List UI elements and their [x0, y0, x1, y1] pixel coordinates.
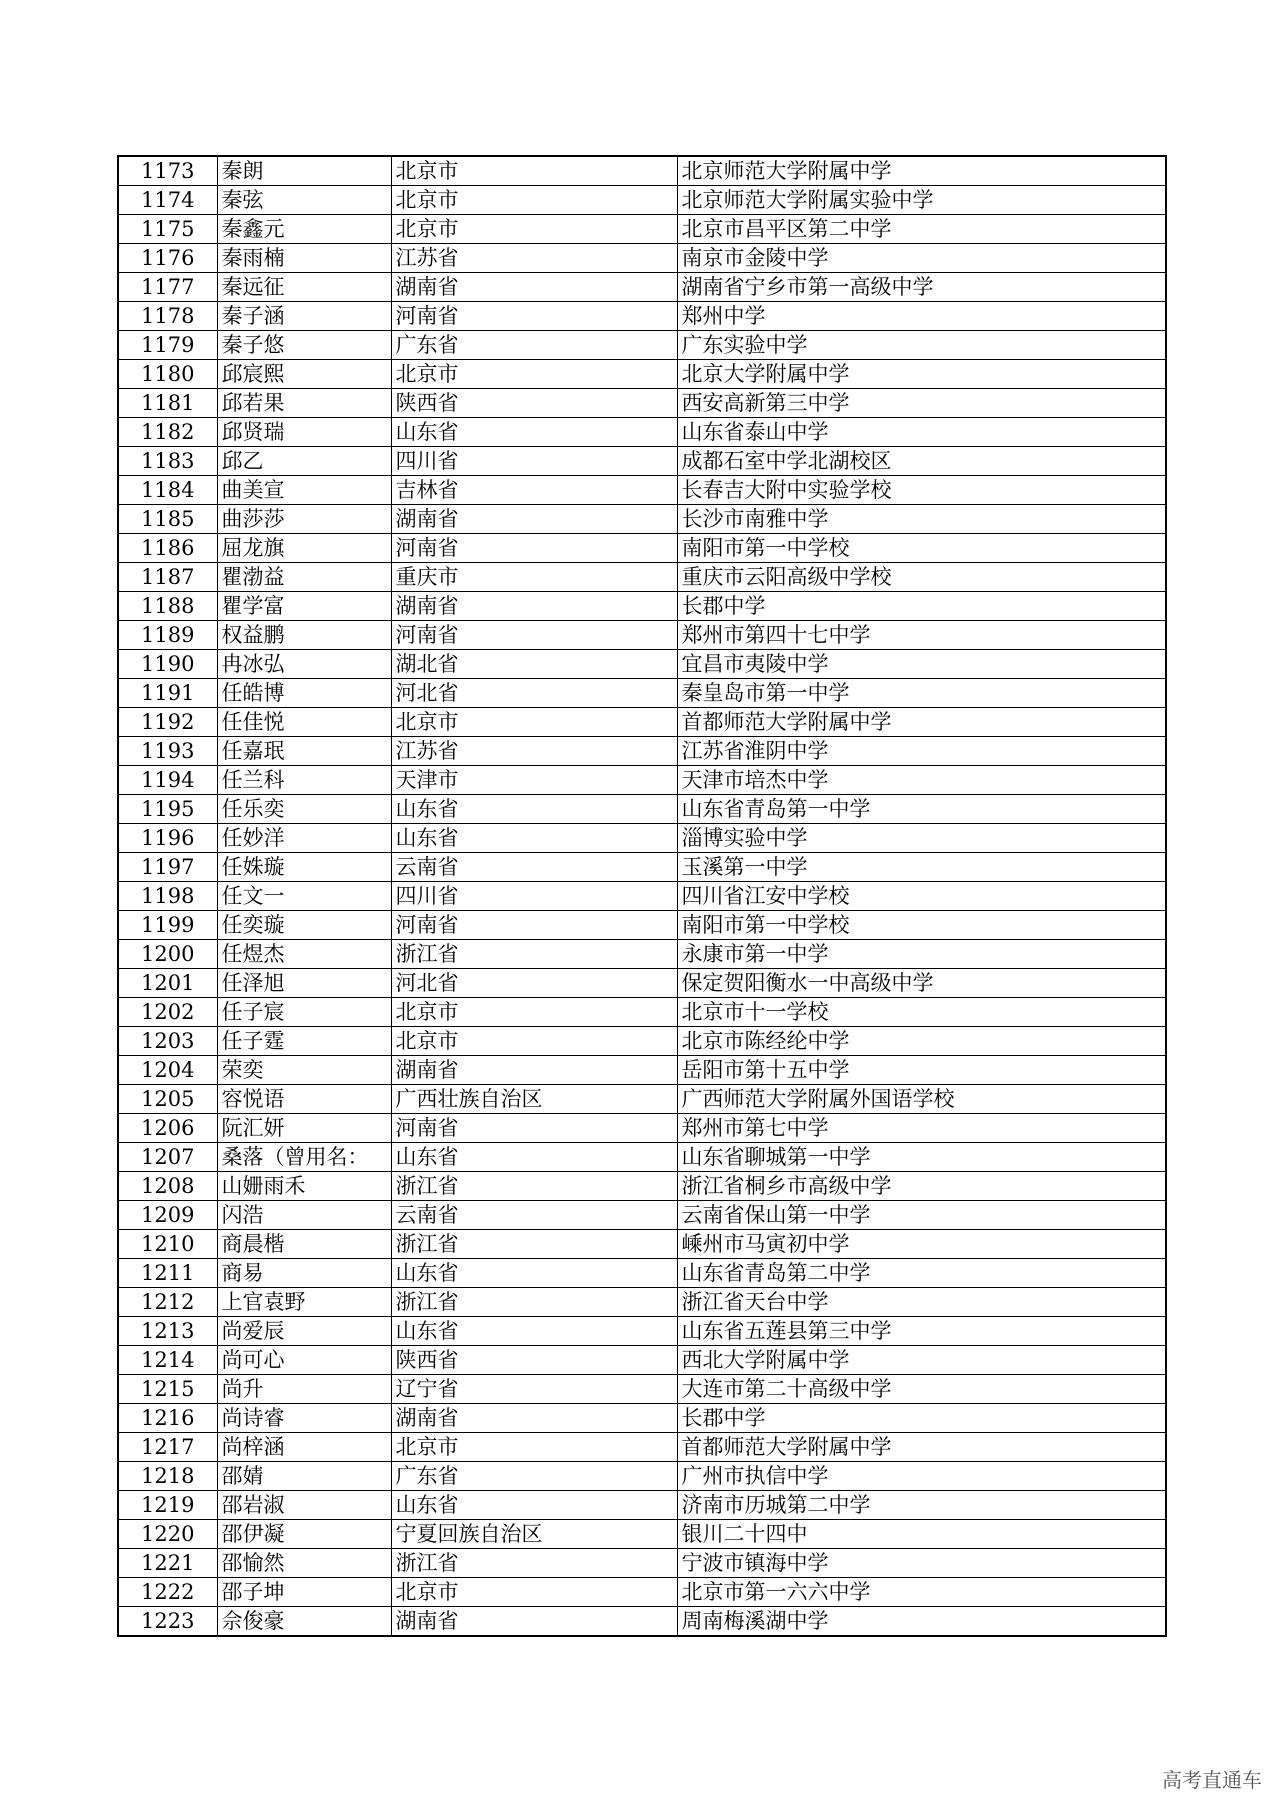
table-row	[118, 1578, 1166, 1607]
student-name-cell: 任乐奕	[217, 795, 391, 824]
student-name-cell: 佘俊豪	[217, 1607, 391, 1637]
school-cell: 南阳市第一中学校	[677, 911, 1166, 940]
province-cell: 陕西省	[391, 389, 677, 418]
row-number-cell: 1180	[118, 360, 217, 389]
school-cell: 南阳市第一中学校	[677, 534, 1166, 563]
school-cell: 山东省五莲县第三中学	[677, 1317, 1166, 1346]
table-row	[118, 418, 1166, 447]
watermark-text: 高考直通车	[1162, 1768, 1262, 1792]
school-cell: 郑州中学	[677, 302, 1166, 331]
school-cell: 山东省青岛第二中学	[677, 1259, 1166, 1288]
province-cell: 广西壮族自治区	[391, 1085, 677, 1114]
table-row	[118, 1375, 1166, 1404]
student-name-cell: 任煜杰	[217, 940, 391, 969]
student-name-cell: 任奕璇	[217, 911, 391, 940]
row-number-cell: 1177	[118, 273, 217, 302]
row-number-cell: 1202	[118, 998, 217, 1027]
student-name-cell: 阮汇妍	[217, 1114, 391, 1143]
student-name-cell: 任泽旭	[217, 969, 391, 998]
province-cell: 山东省	[391, 418, 677, 447]
row-number-cell: 1174	[118, 186, 217, 215]
row-number-cell: 1218	[118, 1462, 217, 1491]
table-row	[118, 331, 1166, 360]
province-cell: 浙江省	[391, 1230, 677, 1259]
row-number-cell: 1199	[118, 911, 217, 940]
table-row	[118, 1607, 1166, 1637]
table-row	[118, 882, 1166, 911]
student-name-cell: 尚升	[217, 1375, 391, 1404]
row-number-cell: 1216	[118, 1404, 217, 1433]
row-number-cell: 1206	[118, 1114, 217, 1143]
row-number-cell: 1214	[118, 1346, 217, 1375]
school-cell: 山东省聊城第一中学	[677, 1143, 1166, 1172]
school-cell: 天津市培杰中学	[677, 766, 1166, 795]
student-name-cell: 容悦语	[217, 1085, 391, 1114]
school-cell: 云南省保山第一中学	[677, 1201, 1166, 1230]
province-cell: 河南省	[391, 1114, 677, 1143]
student-name-cell: 邵愉然	[217, 1549, 391, 1578]
school-cell: 首都师范大学附属中学	[677, 1433, 1166, 1462]
school-cell: 北京师范大学附属实验中学	[677, 186, 1166, 215]
school-cell: 广西师范大学附属外国语学校	[677, 1085, 1166, 1114]
row-number-cell: 1208	[118, 1172, 217, 1201]
student-name-cell: 任子宸	[217, 998, 391, 1027]
province-cell: 湖南省	[391, 505, 677, 534]
row-number-cell: 1223	[118, 1607, 217, 1637]
student-name-cell: 邱乙	[217, 447, 391, 476]
school-cell: 重庆市云阳高级中学校	[677, 563, 1166, 592]
province-cell: 江苏省	[391, 244, 677, 273]
student-name-cell: 秦弦	[217, 186, 391, 215]
student-name-cell: 任皓博	[217, 679, 391, 708]
school-cell: 浙江省桐乡市高级中学	[677, 1172, 1166, 1201]
school-cell: 北京市第一六六中学	[677, 1578, 1166, 1607]
school-cell: 秦皇岛市第一中学	[677, 679, 1166, 708]
student-name-cell: 曲莎莎	[217, 505, 391, 534]
student-table-body	[118, 156, 1166, 1636]
province-cell: 北京市	[391, 186, 677, 215]
student-name-cell: 曲美宣	[217, 476, 391, 505]
student-name-cell: 邱若果	[217, 389, 391, 418]
student-name-cell: 邵子坤	[217, 1578, 391, 1607]
table-row	[118, 1259, 1166, 1288]
student-name-cell: 商易	[217, 1259, 391, 1288]
school-cell: 广东实验中学	[677, 331, 1166, 360]
row-number-cell: 1222	[118, 1578, 217, 1607]
school-cell: 山东省青岛第一中学	[677, 795, 1166, 824]
school-cell: 长郡中学	[677, 592, 1166, 621]
table-row	[118, 1520, 1166, 1549]
table-row	[118, 1433, 1166, 1462]
row-number-cell: 1209	[118, 1201, 217, 1230]
province-cell: 北京市	[391, 708, 677, 737]
row-number-cell: 1184	[118, 476, 217, 505]
row-number-cell: 1190	[118, 650, 217, 679]
row-number-cell: 1207	[118, 1143, 217, 1172]
student-name-cell: 尚可心	[217, 1346, 391, 1375]
student-name-cell: 任子霆	[217, 1027, 391, 1056]
table-row	[118, 940, 1166, 969]
province-cell: 重庆市	[391, 563, 677, 592]
table-row	[118, 1288, 1166, 1317]
row-number-cell: 1201	[118, 969, 217, 998]
row-number-cell: 1221	[118, 1549, 217, 1578]
student-name-cell: 任妙洋	[217, 824, 391, 853]
table-row	[118, 534, 1166, 563]
student-name-cell: 秦雨楠	[217, 244, 391, 273]
school-cell: 济南市历城第二中学	[677, 1491, 1166, 1520]
student-name-cell: 尚爱辰	[217, 1317, 391, 1346]
school-cell: 南京市金陵中学	[677, 244, 1166, 273]
table-row	[118, 186, 1166, 215]
school-cell: 长郡中学	[677, 1404, 1166, 1433]
table-row	[118, 969, 1166, 998]
table-row	[118, 1404, 1166, 1433]
province-cell: 湖南省	[391, 273, 677, 302]
school-cell: 北京大学附属中学	[677, 360, 1166, 389]
province-cell: 浙江省	[391, 940, 677, 969]
school-cell: 银川二十四中	[677, 1520, 1166, 1549]
row-number-cell: 1193	[118, 737, 217, 766]
table-row	[118, 621, 1166, 650]
province-cell: 河南省	[391, 302, 677, 331]
student-name-cell: 桑落（曾用名：	[217, 1143, 391, 1172]
table-row	[118, 1085, 1166, 1114]
row-number-cell: 1211	[118, 1259, 217, 1288]
student-table	[117, 155, 1167, 1637]
row-number-cell: 1192	[118, 708, 217, 737]
table-row	[118, 563, 1166, 592]
province-cell: 湖北省	[391, 650, 677, 679]
school-cell: 浙江省天台中学	[677, 1288, 1166, 1317]
table-row	[118, 476, 1166, 505]
row-number-cell: 1187	[118, 563, 217, 592]
row-number-cell: 1197	[118, 853, 217, 882]
province-cell: 山东省	[391, 795, 677, 824]
province-cell: 湖南省	[391, 592, 677, 621]
row-number-cell: 1220	[118, 1520, 217, 1549]
student-name-cell: 邱宸熙	[217, 360, 391, 389]
province-cell: 河北省	[391, 969, 677, 998]
table-row	[118, 447, 1166, 476]
row-number-cell: 1212	[118, 1288, 217, 1317]
row-number-cell: 1194	[118, 766, 217, 795]
province-cell: 吉林省	[391, 476, 677, 505]
school-cell: 保定贺阳衡水一中高级中学	[677, 969, 1166, 998]
student-name-cell: 闪浩	[217, 1201, 391, 1230]
row-number-cell: 1173	[118, 156, 217, 186]
province-cell: 云南省	[391, 1201, 677, 1230]
table-row	[118, 1172, 1166, 1201]
province-cell: 北京市	[391, 1433, 677, 1462]
table-row	[118, 1462, 1166, 1491]
province-cell: 河北省	[391, 679, 677, 708]
province-cell: 北京市	[391, 1578, 677, 1607]
province-cell: 北京市	[391, 360, 677, 389]
student-name-cell: 邵婧	[217, 1462, 391, 1491]
row-number-cell: 1181	[118, 389, 217, 418]
student-name-cell: 任姝璇	[217, 853, 391, 882]
student-name-cell: 瞿渤益	[217, 563, 391, 592]
row-number-cell: 1185	[118, 505, 217, 534]
province-cell: 陕西省	[391, 1346, 677, 1375]
province-cell: 湖南省	[391, 1607, 677, 1637]
student-name-cell: 秦鑫元	[217, 215, 391, 244]
student-name-cell: 邵岩淑	[217, 1491, 391, 1520]
school-cell: 北京市陈经纶中学	[677, 1027, 1166, 1056]
province-cell: 河南省	[391, 621, 677, 650]
table-row	[118, 1027, 1166, 1056]
province-cell: 北京市	[391, 1027, 677, 1056]
school-cell: 北京市昌平区第二中学	[677, 215, 1166, 244]
row-number-cell: 1200	[118, 940, 217, 969]
row-number-cell: 1176	[118, 244, 217, 273]
table-row	[118, 737, 1166, 766]
row-number-cell: 1210	[118, 1230, 217, 1259]
table-row	[118, 302, 1166, 331]
table-row	[118, 1317, 1166, 1346]
province-cell: 广东省	[391, 331, 677, 360]
row-number-cell: 1213	[118, 1317, 217, 1346]
table-row	[118, 1491, 1166, 1520]
row-number-cell: 1195	[118, 795, 217, 824]
province-cell: 四川省	[391, 882, 677, 911]
school-cell: 郑州市第七中学	[677, 1114, 1166, 1143]
student-name-cell: 荣奕	[217, 1056, 391, 1085]
row-number-cell: 1179	[118, 331, 217, 360]
school-cell: 长沙市南雅中学	[677, 505, 1166, 534]
school-cell: 嵊州市马寅初中学	[677, 1230, 1166, 1259]
table-row	[118, 1114, 1166, 1143]
province-cell: 江苏省	[391, 737, 677, 766]
province-cell: 广东省	[391, 1462, 677, 1491]
student-name-cell: 冉冰弘	[217, 650, 391, 679]
student-name-cell: 尚梓涵	[217, 1433, 391, 1462]
student-name-cell: 瞿学富	[217, 592, 391, 621]
province-cell: 湖南省	[391, 1404, 677, 1433]
school-cell: 广州市执信中学	[677, 1462, 1166, 1491]
row-number-cell: 1215	[118, 1375, 217, 1404]
table-row	[118, 360, 1166, 389]
school-cell: 山东省泰山中学	[677, 418, 1166, 447]
row-number-cell: 1191	[118, 679, 217, 708]
table-row	[118, 853, 1166, 882]
student-name-cell: 秦子涵	[217, 302, 391, 331]
province-cell: 北京市	[391, 998, 677, 1027]
student-name-cell: 权益鹏	[217, 621, 391, 650]
table-row	[118, 505, 1166, 534]
student-name-cell: 山姗雨禾	[217, 1172, 391, 1201]
school-cell: 淄博实验中学	[677, 824, 1166, 853]
row-number-cell: 1196	[118, 824, 217, 853]
row-number-cell: 1178	[118, 302, 217, 331]
table-row	[118, 389, 1166, 418]
table-row	[118, 795, 1166, 824]
student-name-cell: 任嘉珉	[217, 737, 391, 766]
province-cell: 山东省	[391, 1317, 677, 1346]
row-number-cell: 1204	[118, 1056, 217, 1085]
school-cell: 四川省江安中学校	[677, 882, 1166, 911]
table-row	[118, 824, 1166, 853]
school-cell: 宜昌市夷陵中学	[677, 650, 1166, 679]
table-row	[118, 1549, 1166, 1578]
table-row	[118, 998, 1166, 1027]
student-name-cell: 任兰科	[217, 766, 391, 795]
school-cell: 首都师范大学附属中学	[677, 708, 1166, 737]
province-cell: 云南省	[391, 853, 677, 882]
school-cell: 长春吉大附中实验学校	[677, 476, 1166, 505]
province-cell: 浙江省	[391, 1172, 677, 1201]
row-number-cell: 1189	[118, 621, 217, 650]
table-row	[118, 1056, 1166, 1085]
row-number-cell: 1203	[118, 1027, 217, 1056]
table-row	[118, 1230, 1166, 1259]
school-cell: 江苏省淮阴中学	[677, 737, 1166, 766]
school-cell: 宁波市镇海中学	[677, 1549, 1166, 1578]
province-cell: 辽宁省	[391, 1375, 677, 1404]
province-cell: 山东省	[391, 1259, 677, 1288]
province-cell: 山东省	[391, 824, 677, 853]
school-cell: 岳阳市第十五中学	[677, 1056, 1166, 1085]
school-cell: 大连市第二十高级中学	[677, 1375, 1166, 1404]
school-cell: 郑州市第四十七中学	[677, 621, 1166, 650]
table-row	[118, 244, 1166, 273]
row-number-cell: 1182	[118, 418, 217, 447]
student-name-cell: 尚诗睿	[217, 1404, 391, 1433]
table-row	[118, 911, 1166, 940]
table-row	[118, 1143, 1166, 1172]
province-cell: 浙江省	[391, 1549, 677, 1578]
student-name-cell: 上官袁野	[217, 1288, 391, 1317]
student-name-cell: 任佳悦	[217, 708, 391, 737]
row-number-cell: 1217	[118, 1433, 217, 1462]
school-cell: 永康市第一中学	[677, 940, 1166, 969]
school-cell: 西安高新第三中学	[677, 389, 1166, 418]
province-cell: 宁夏回族自治区	[391, 1520, 677, 1549]
table-row	[118, 650, 1166, 679]
school-cell: 西北大学附属中学	[677, 1346, 1166, 1375]
row-number-cell: 1186	[118, 534, 217, 563]
school-cell: 成都石室中学北湖校区	[677, 447, 1166, 476]
student-name-cell: 任文一	[217, 882, 391, 911]
province-cell: 河南省	[391, 534, 677, 563]
table-row	[118, 708, 1166, 737]
school-cell: 北京市十一学校	[677, 998, 1166, 1027]
student-name-cell: 秦朗	[217, 156, 391, 186]
province-cell: 河南省	[391, 911, 677, 940]
row-number-cell: 1205	[118, 1085, 217, 1114]
province-cell: 天津市	[391, 766, 677, 795]
student-name-cell: 商晨楷	[217, 1230, 391, 1259]
table-row	[118, 592, 1166, 621]
province-cell: 北京市	[391, 156, 677, 186]
student-name-cell: 秦子悠	[217, 331, 391, 360]
school-cell: 玉溪第一中学	[677, 853, 1166, 882]
row-number-cell: 1188	[118, 592, 217, 621]
row-number-cell: 1183	[118, 447, 217, 476]
province-cell: 山东省	[391, 1143, 677, 1172]
row-number-cell: 1175	[118, 215, 217, 244]
table-row	[118, 766, 1166, 795]
table-row	[118, 1201, 1166, 1230]
province-cell: 北京市	[391, 215, 677, 244]
table-row	[118, 273, 1166, 302]
row-number-cell: 1219	[118, 1491, 217, 1520]
table-row	[118, 1346, 1166, 1375]
student-name-cell: 屈龙旗	[217, 534, 391, 563]
school-cell: 湖南省宁乡市第一高级中学	[677, 273, 1166, 302]
student-name-cell: 邱贤瑞	[217, 418, 391, 447]
student-name-cell: 秦远征	[217, 273, 391, 302]
school-cell: 北京师范大学附属中学	[677, 156, 1166, 186]
province-cell: 湖南省	[391, 1056, 677, 1085]
table-row	[118, 679, 1166, 708]
table-row	[118, 156, 1166, 186]
row-number-cell: 1198	[118, 882, 217, 911]
province-cell: 浙江省	[391, 1288, 677, 1317]
student-name-cell: 邵伊凝	[217, 1520, 391, 1549]
province-cell: 山东省	[391, 1491, 677, 1520]
school-cell: 周南梅溪湖中学	[677, 1607, 1166, 1637]
table-row	[118, 215, 1166, 244]
province-cell: 四川省	[391, 447, 677, 476]
